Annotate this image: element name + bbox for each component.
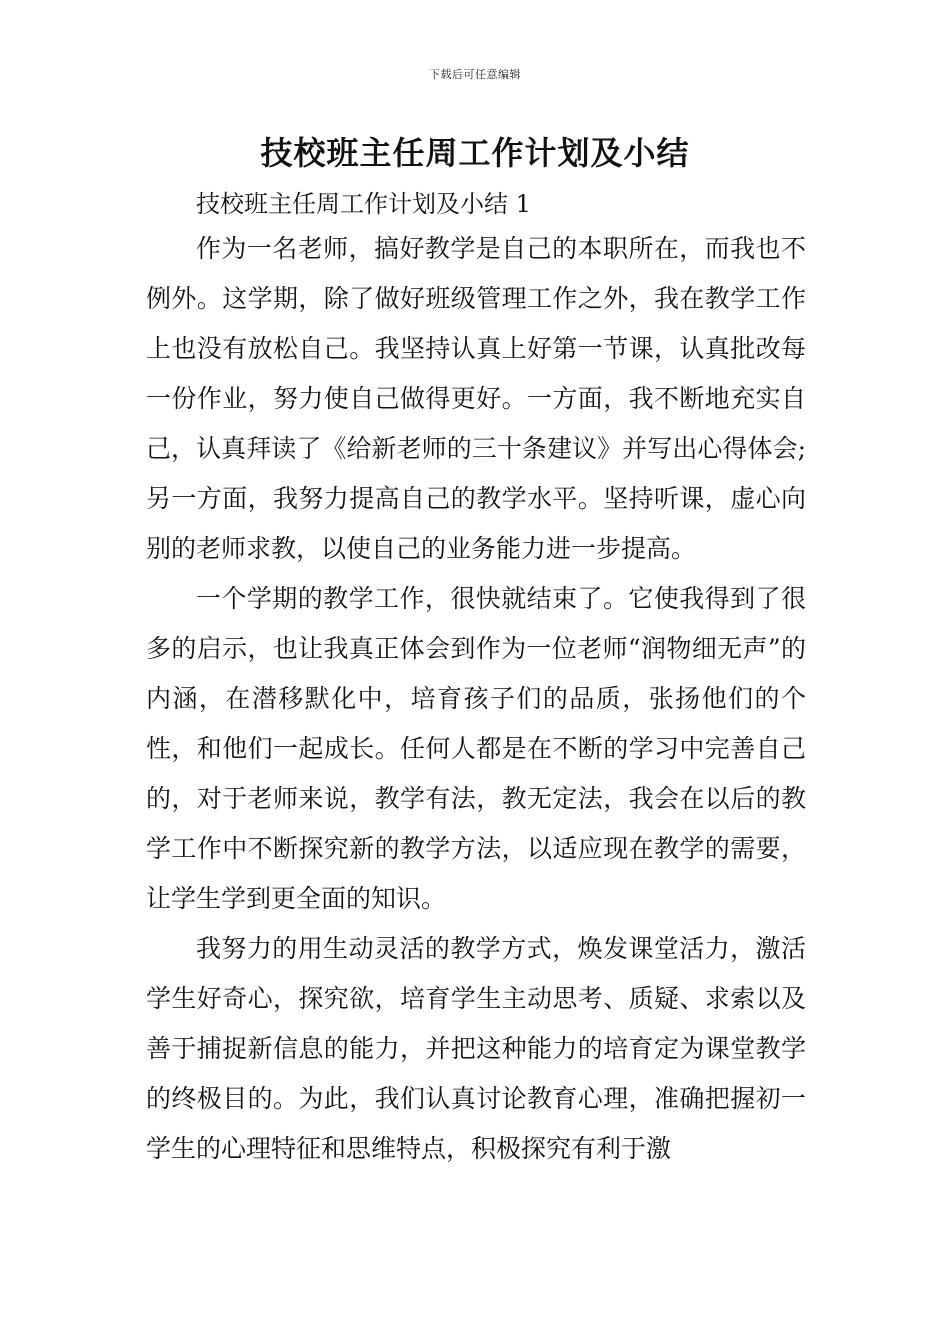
- header-note: 下载后可任意编辑: [429, 68, 521, 81]
- paragraph-1: 作为一名老师，搞好教学是自己的本职所在，而我也不例外。这学期，除了做好班级管理工作之外，我在教学工作上也没有放松自己。我坚持认真上好第一节课，认真批改每一份作业，努力使自己做得更好。一方面，我不断地充实自己，认真拜读了《给新老师的三十条建议》并写出心得体会;另一方面，我努力提高自己的教学水平。坚持听课，虚心向别的老师求教，以使自己的业务能力进一步提高。: [146, 234, 806, 563]
- document-body: [146, 224, 806, 1174]
- paragraph-2: 一个学期的教学工作，很快就结束了。它使我得到了很多的启示，也让我真正体会到作为一位老师“润物细无声”的内涵，在潜移默化中，培育孩子们的品质，张扬他们的个性，和他们一起成长。任何人都是在不断的学习中完善自己的，对于老师来说，教学有法，教无定法，我会在以后的教学工作中不断探究新的教学方法，以适应现在教学的需要，让学生学到更全面的知识。: [146, 584, 806, 913]
- document-subtitle: 技校班主任周工作计划及小结 1: [196, 190, 531, 218]
- paragraph-3: 我努力的用生动灵活的教学方式，焕发课堂活力，激活学生好奇心，探究欲，培育学生主动思考、质疑、求索以及善于捕捉新信息的能力，并把这种能力的培育定为课堂教学的终极目的。为此，我们认真讨论教育心理，准确把握初一学生的心理特征和思维特点，积极探究有利于激: [146, 934, 806, 1163]
- document-title: 技校班主任周工作计划及小结: [260, 134, 690, 172]
